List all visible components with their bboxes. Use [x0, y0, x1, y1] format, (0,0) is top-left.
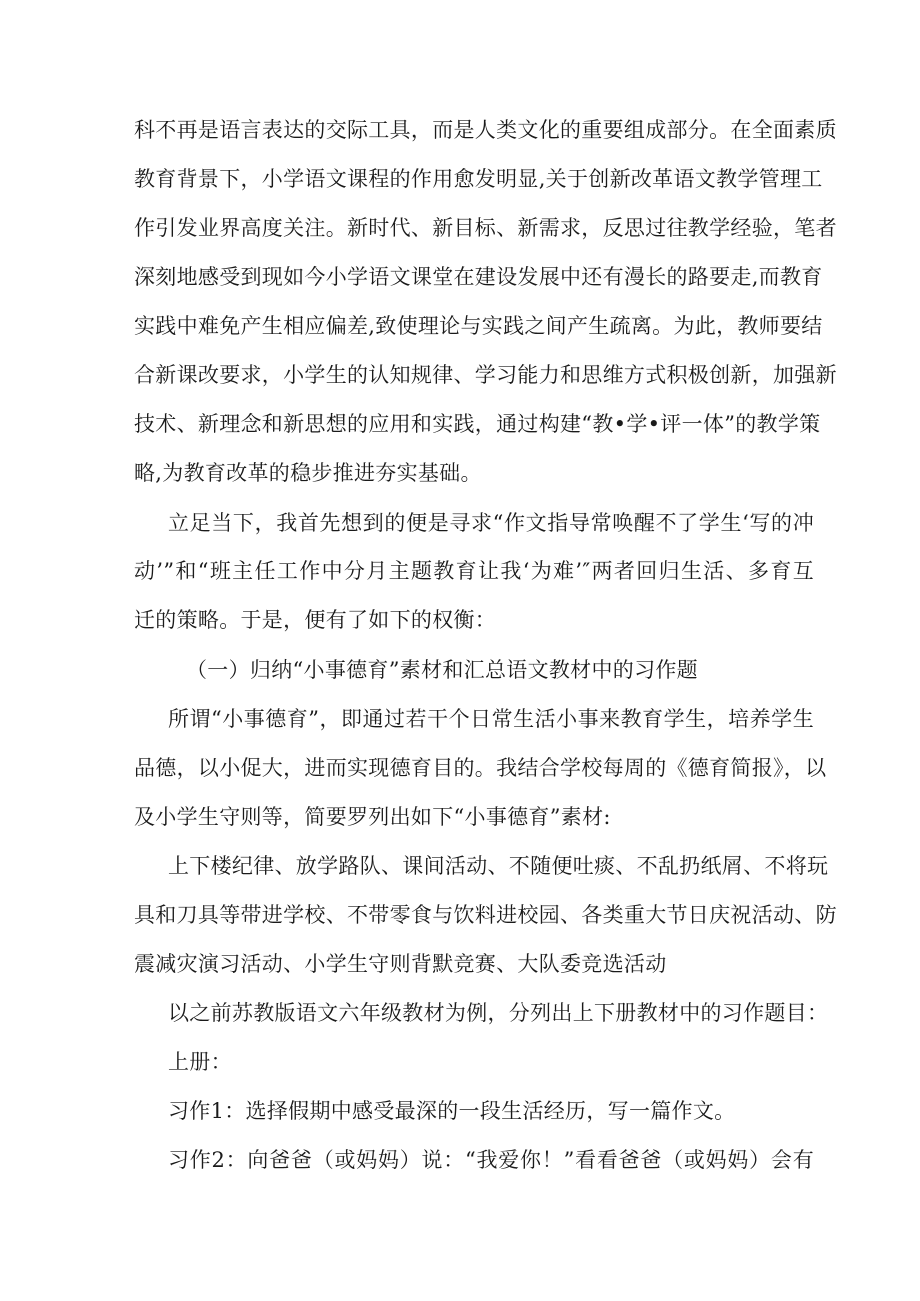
text-line: 科不再是语言表达的交际工具，而是人类文化的重要组成部分。在全面素质 — [134, 118, 837, 142]
text-line: 以之前苏教版语文六年级教材为例，分列出上下册教材中的习作题目： — [168, 1001, 829, 1025]
text-line: 习作1：选择假期中感受最深的一段生活经历，写一篇作文。 — [168, 1099, 736, 1123]
text-line: 立足当下，我首先想到的便是寻求“作文指导常唤醒不了学生‘写的冲 — [168, 511, 814, 535]
text-line: 习作2：向爸爸（或妈妈）说：“我爱你！”看看爸爸（或妈妈）会有 — [168, 1148, 814, 1172]
text-line: 实践中难免产生相应偏差,致使理论与实践之间产生疏离。为此，教师要结 — [134, 314, 823, 338]
text-line: 及小学生守则等，简要罗列出如下“小事德育”素材: — [134, 805, 611, 829]
text-line: 品德，以小促大，进而实现德育目的。我结合学校每周的《德育简报》，以 — [134, 756, 827, 780]
text-line: 迁的策略。于是，便有了如下的权衡： — [134, 608, 497, 632]
text-line: 教育背景下，小学语文课程的作用愈发明显,关于创新改革语文教学管理工 — [134, 167, 823, 191]
text-line: 合新课改要求，小学生的认知规律、学习能力和思维方式积极创新，加强新 — [134, 363, 837, 387]
text-line: 所谓“小事德育”，即通过若干个日常生活小事来教育学生，培养学生 — [168, 707, 814, 731]
text-line: 略,为教育改革的稳步推进夯实基础。 — [134, 461, 482, 485]
section-heading: （一）归纳“小事德育”素材和汇总语文教材中的习作题 — [186, 658, 698, 682]
text-line: 上册： — [168, 1050, 232, 1074]
text-line: 上下楼纪律、放学路队、课间活动、不随便吐痰、不乱扔纸屑、不将玩 — [168, 854, 829, 878]
text-line: 深刻地感受到现如今小学语文课堂在建设发展中还有漫长的路要走,而教育 — [134, 265, 823, 289]
text-line: 具和刀具等带进学校、不带零食与饮料进校园、各类重大节日庆祝活动、防 — [134, 903, 837, 927]
text-line: 技术、新理念和新思想的应用和实践，通过构建“教•学•评一体”的教学策 — [134, 412, 821, 436]
text-line: 动’”和“班主任工作中分月主题教育让我‘为难’″两者回归生活、多育互 — [134, 559, 814, 583]
text-line: 震减灾演习活动、小学生守则背默竞赛、大队委竞选活动 — [134, 952, 667, 976]
text-line: 作引发业界高度关注。新时代、新目标、新需求，反思过往教学经验，笔者 — [134, 216, 837, 240]
